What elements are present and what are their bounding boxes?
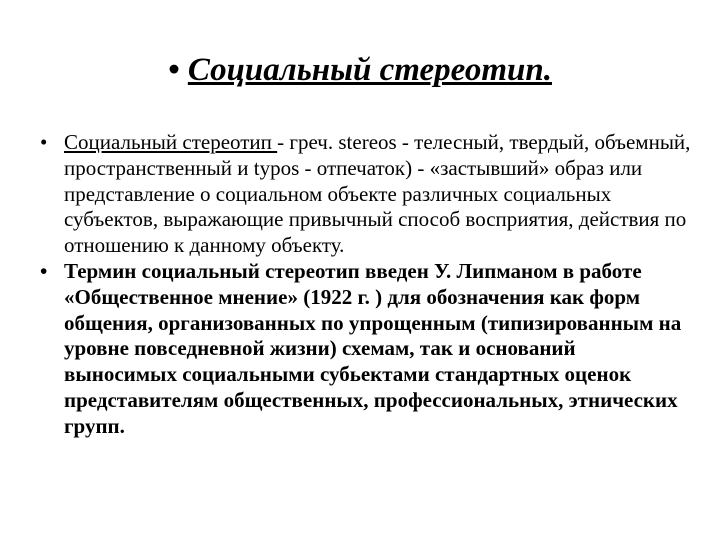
bullet-list — [30, 130, 692, 440]
bullet-marker: • — [40, 258, 48, 283]
title-text: Социальный стереотип. — [187, 52, 552, 88]
lippmann-text: Термин социальный стереотип введен У. Липманом в работе «Общественное мнение» (1922 г. ) для обозначения как форм общения, организованных по упрощенным (типизированным на уровне повседневной жизни) схемам, так и оснований выносимых социальными субьектами стандартных оценок представителям общественных, профессиональных, этнических групп. — [64, 258, 682, 438]
title-bullet: • — [168, 52, 188, 88]
definition-term: Социальный стереотип — [64, 130, 278, 154]
slide-title — [0, 48, 720, 92]
bullet-item-lippmann — [30, 259, 692, 440]
definition-text: - греч. stereos - телесный, твердый, объемный, пространственный и typos - отпечаток) - «застывший» образ или представление о социальном объекте различных социальных субъектов, выражающие привычный способ восприятия, действия по отношению к данному объекту. — [64, 130, 691, 258]
bullet-item-definition — [30, 130, 692, 259]
bullet-marker: • — [40, 130, 48, 154]
